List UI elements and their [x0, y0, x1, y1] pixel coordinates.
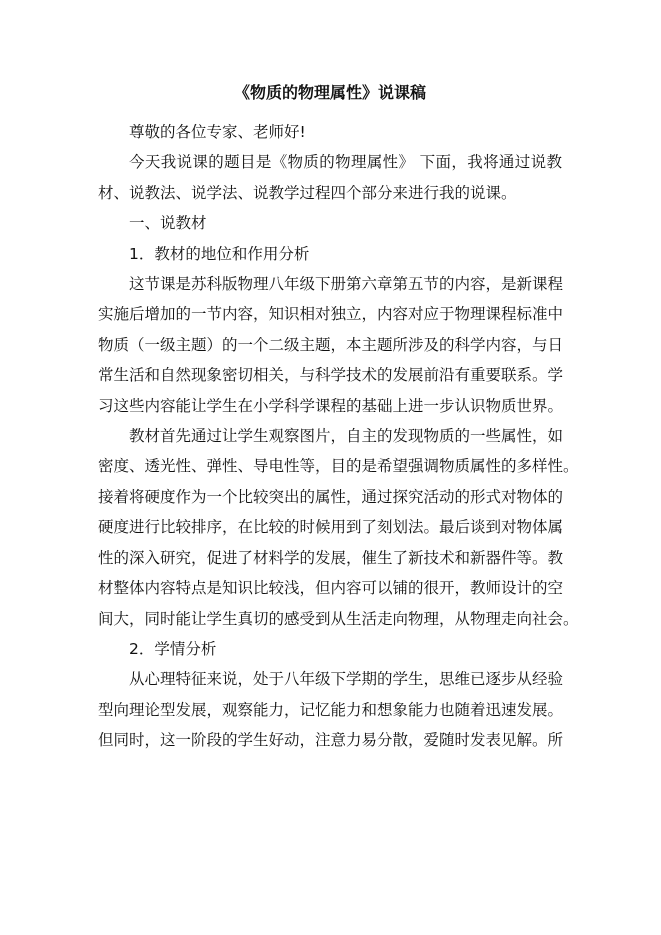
paragraph-line: 常生活和自然现象密切相关，与科学技术的发展前沿有重要联系。学 [98, 366, 564, 385]
subheading-material-position: 1．教材的地位和作用分析 [129, 244, 310, 263]
greeting: 尊敬的各位专家、老师好! [129, 123, 306, 141]
paragraph-line: 这节课是苏科版物理八年级下册第六章第五节的内容，是新课程 [129, 275, 564, 294]
paragraph-line: 型向理论型发展，观察能力，记忆能力和想象能力也随着迅速发展。 [98, 700, 564, 719]
paragraph-line: 硬度进行比较排序，在比较的时候用到了刻划法。最后谈到对物体属 [98, 518, 564, 537]
paragraph-line: 习这些内容能让学生在小学科学课程的基础上进一步认识物质世界。 [98, 396, 564, 415]
intro-paragraph [98, 147, 562, 208]
document-title: 《物质的物理属性》说课稿 [233, 83, 426, 102]
paragraph-line: 但同时，这一阶段的学生好动，注意力易分散，爱随时发表见解。所 [98, 731, 564, 750]
paragraph-student-analysis [98, 664, 562, 755]
paragraph-line: 物质（一级主题）的一个二级主题，本主题所涉及的科学内容，与日 [98, 335, 564, 354]
intro-line: 今天我说课的题目是《物质的物理属性》 下面，我将通过说教 [129, 153, 562, 172]
document-body [98, 83, 579, 756]
paragraph-line: 从心理特征来说，处于八年级下学期的学生，思维已逐步从经验 [129, 670, 564, 689]
section-heading-teaching-material: 一、说教材 [129, 214, 207, 233]
paragraph-line: 间大，同时能让学生真切的感受到从生活走向物理，从物理走向社会。 [98, 609, 579, 628]
paragraph-line: 接着将硬度作为一个比较突出的属性，通过探究活动的形式对物体的 [98, 487, 564, 506]
paragraph-line: 实施后增加的一节内容，知识相对独立，内容对应于物理课程标准中 [98, 305, 564, 324]
paragraph-line: 材整体内容特点是知识比较浅，但内容可以铺的很开，教师设计的空 [98, 579, 564, 598]
paragraph-material-content [98, 421, 579, 634]
intro-line: 材、说教法、说学法、说教学过程四个部分来进行我的说课。 [98, 183, 517, 202]
subheading-student-analysis: 2．学情分析 [129, 639, 217, 658]
paragraph-line: 性的深入研究，促进了材料学的发展，催生了新技术和新器件等。教 [98, 548, 564, 567]
paragraph-line: 教材首先通过让学生观察图片，自主的发现物质的一些属性，如 [129, 427, 564, 446]
paragraph-course-position [98, 269, 562, 421]
paragraph-line: 密度、透光性、弹性、导电性等，目的是希望强调物质属性的多样性。 [98, 457, 579, 476]
